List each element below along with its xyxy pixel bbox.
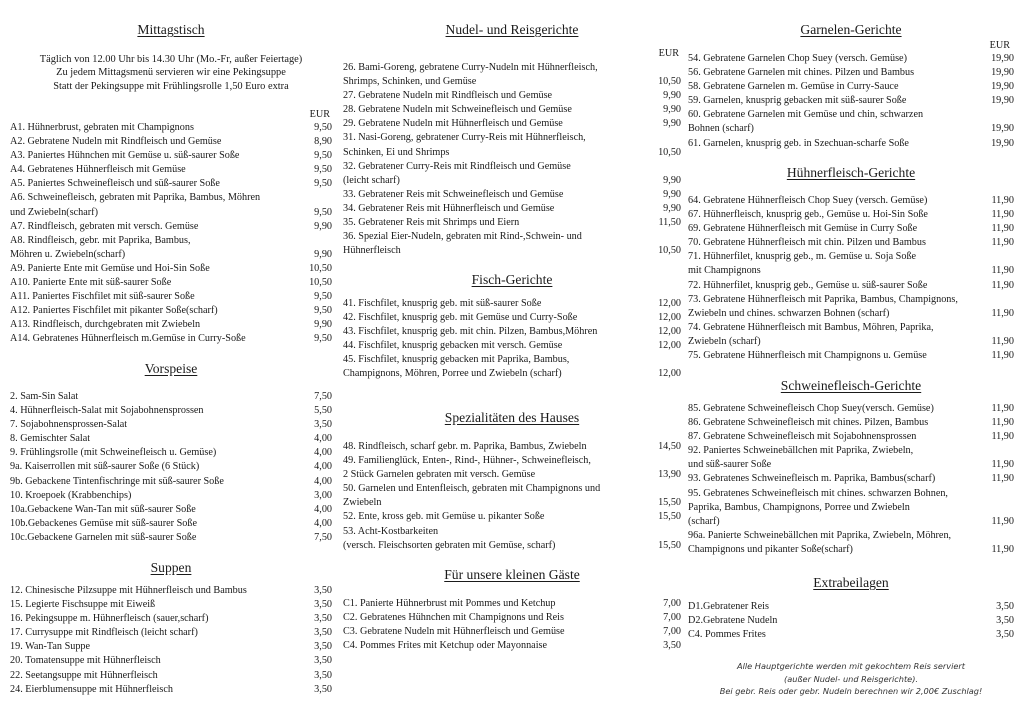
dish-price: 10,50 [309,262,332,274]
dish-price: 9,90 [314,319,332,331]
dish-price: 3,50 [996,629,1014,641]
dish-name: A6. Schweinefleisch, gebraten mit Paprika, Bambus, Möhren und Zwiebeln(scharf) [10,192,261,218]
dish-name: 10a.Gebackene Wan-Tan mit süß-saurer Soße [10,503,196,515]
dish-name: 95. Gebratenes Schweinefleisch mit chines. schwarzen Bohnen, Paprika, Bambus, Champignons, Porree und Zwiebeln (scharf) [688,487,948,527]
dish-price: 3,50 [314,641,332,653]
dish-price: 15,50 [658,497,681,509]
menu-item [10,432,332,446]
dish-name: 12. Chinesische Pilzsuppe mit Hühnerfleisch und Bambus [10,585,247,596]
section-heading-mittagstisch: Mittagstisch [137,22,205,37]
dish-name: 45. Fischfilet, knusprig gebacken mit Paprika, Bambus, Champignons, Möhren, Porree und Zwiebeln (scharf) [343,354,570,380]
dish-price: 14,50 [658,441,681,452]
menu-item [10,517,332,531]
dish-price: 4,00 [314,461,332,473]
dish-name: 36. Spezial Eier-Nudeln, gebraten mit Rind-,Schwein- und Hühnerfleisch [343,231,582,257]
menu-item [10,669,332,683]
dish-price: 9,50 [314,305,332,317]
dish-name: 53. Acht-Kostbarkeiten (versch. Fleischsorten gebraten mit Gemüse, scharf) [343,525,556,551]
dish-price: 10,50 [658,245,681,257]
menu-item [688,137,1014,151]
dish-price: 3,50 [314,585,332,596]
dish-name: C3. Gebratene Nudeln mit Hühnerfleisch und Gemüse [343,626,565,638]
dish-name: 92. Paniertes Schweinebällchen mit Paprika, Zwiebeln, und süß-saurer Soße [688,445,914,471]
spezialitaeten-list [343,440,681,553]
menu-item [10,683,332,697]
dish-price: 11,90 [991,307,1014,319]
dish-name: 28. Gebratene Nudeln mit Schweinefleisch und Gemüse [343,104,572,116]
currency-label: EUR [989,40,1010,51]
dish-name: 70. Gebratene Hühnerfleisch mit chin. Pilzen und Bambus [688,237,926,249]
dish-price: 9,50 [314,122,332,133]
vorspeise-list [10,390,332,545]
menu-item [10,262,332,276]
note-line: (außer Nudel- und Reisgerichte). [784,673,918,684]
dish-name: A13. Rindfleisch, durchgebraten mit Zwiebeln [10,319,201,331]
menu-item [688,250,1014,278]
dish-name: 48. Rindfleisch, scharf gebr. m. Paprika, Bambus, Zwiebeln [343,441,587,452]
dish-price: 9,90 [663,104,681,116]
dish-name: 9b. Gebackene Tintenfischringe mit süß-saurer Soße [10,475,224,487]
dish-name: 20. Tomatensuppe mit Hühnerfleisch [10,655,161,667]
huehnerfleisch-list [688,194,1014,363]
dish-price: 7,50 [314,391,332,402]
dish-price: 11,90 [991,350,1014,362]
dish-price: 19,90 [991,67,1014,79]
dish-price: 11,90 [991,543,1014,555]
dish-name: 42. Fischfilet, knusprig geb. mit Gemüse und Curry-Soße [343,312,578,324]
menu-item [688,628,1014,642]
menu-item [688,222,1014,236]
menu-item [10,475,332,489]
dish-name: 86. Gebratene Schweinefleisch mit chines. Pilzen, Bambus [688,417,929,429]
dish-name: 96a. Panierte Schweinebällchen mit Paprika, Zwiebeln, Möhren, Champignons und pikanter Soße(scharf) [688,529,952,555]
menu-item [688,80,1014,94]
menu-item [343,89,681,103]
dish-price: 7,00 [663,612,681,624]
dish-price: 3,50 [663,640,681,652]
dish-price: 11,90 [991,403,1014,414]
menu-item [343,188,681,202]
menu-item [343,216,681,230]
menu-item [10,446,332,460]
dish-name: D1.Gebratener Reis [688,601,769,612]
dish-price: 11,90 [991,223,1014,235]
dish-name: 52. Ente, kross geb. mit Gemüse u. pikanter Soße [343,511,545,523]
dish-price: 3,50 [314,683,332,695]
schweinefleisch-list [688,402,1014,557]
menu-item [10,584,332,598]
dish-name: 8. Gemischter Salat [10,433,91,445]
dish-price: 19,90 [991,123,1014,135]
dish-price: 9,50 [314,150,332,162]
menu-item [10,191,332,219]
dish-name: 60. Gebratene Garnelen mit Gemüse und chin, schwarzen Bohnen (scharf) [688,109,924,135]
dish-name: 75. Gebratene Hühnerfleisch mit Champignons u. Gemüse [688,350,927,362]
dish-name: C4. Pommes Frites mit Ketchup oder Mayonnaise [343,640,548,652]
kinder-list [343,597,681,653]
menu-item [688,349,1014,363]
menu-item [688,208,1014,222]
menu-item [688,108,1014,136]
menu-item [343,625,681,639]
dish-name: 4. Hühnerfleisch-Salat mit Sojabohnensprossen [10,405,204,417]
dish-price: 4,00 [314,503,332,515]
dish-name: 93. Gebratenes Schweinefleisch m. Paprika, Bambus(scharf) [688,473,936,485]
dish-name: 56. Gebratene Garnelen mit chines. Pilzen und Bambus [688,67,915,79]
dish-price: 11,90 [991,279,1014,291]
dish-price: 7,50 [314,531,332,543]
currency-label: EUR [309,109,330,120]
dish-name: D2.Gebratene Nudeln [688,615,778,627]
menu-item [343,131,681,159]
dish-price: 9,50 [314,291,332,303]
dish-name: 17. Currysuppe mit Rindfleisch (leicht scharf) [10,627,198,639]
fisch-list [343,297,681,382]
garnelen-list [688,52,1014,151]
dish-price: 4,00 [314,447,332,459]
dish-price: 13,90 [658,469,681,481]
dish-price: 3,50 [996,615,1014,627]
dish-price: 12,00 [658,326,681,338]
dish-name: 49. Familienglück, Enten-, Rind-, Hühner-, Schweinefleisch, 2 Stück Garnelen gebraten mit versch. Gemüse [343,455,591,481]
dish-name: 16. Pekingsuppe m. Hühnerfleisch (sauer,scharf) [10,613,209,625]
menu-item [10,220,332,234]
menu-item [10,149,332,163]
menu-item [688,293,1014,321]
dish-price: 3,50 [314,419,332,431]
dish-price: 9,90 [314,220,332,232]
dish-price: 10,50 [658,76,681,88]
dish-name: 59. Garnelen, knusprig gebacken mit süß-saurer Soße [688,95,907,107]
note-line: Alle Hauptgerichte werden mit gekochtem Reis serviert [737,661,965,671]
menu-item [10,332,332,346]
extrabeilagen-list [688,600,1014,642]
dish-name: 71. Hühnerfilet, knusprig geb., m. Gemüse u. Soja Soße mit Champignons [688,251,917,277]
menu-item [10,290,332,304]
dish-price: 12,00 [658,340,681,352]
menu-item [343,482,681,510]
dish-name: 41. Fischfilet, knusprig geb. mit süß-saurer Soße [343,298,542,309]
dish-price: 9,90 [663,174,681,186]
menu-item [10,404,332,418]
dish-name: A9. Panierte Ente mit Gemüse und Hoi-Sin Soße [10,262,210,274]
dish-price: 3,50 [314,669,332,681]
menu-item [343,160,681,188]
menu-item [343,353,681,381]
dish-price: 9,90 [663,202,681,214]
dish-name: 58. Gebratene Garnelen m. Gemüse in Curry-Sauce [688,81,899,93]
dish-price: 11,90 [991,515,1014,527]
menu-item [10,503,332,517]
menu-item [343,311,681,325]
dish-name: 29. Gebratene Nudeln mit Hühnerfleisch und Gemüse [343,118,563,130]
dish-name: C1. Panierte Hühnerbrust mit Pommes und Ketchup [343,598,556,609]
dish-name: 54. Gebratene Garnelen Chop Suey (versch. Gemüse) [688,53,907,64]
dish-name: 73. Gebratene Hühnerfleisch mit Paprika, Bambus, Champignons, Zwiebeln und chines. schwarzen Bohnen (scharf) [688,293,958,319]
menu-item [688,94,1014,108]
menu-item [10,640,332,654]
currency-label: EUR [658,48,679,59]
section-heading-nudel-reis: Nudel- und Reisgerichte [445,22,579,37]
dish-name: 31. Nasi-Goreng, gebratener Curry-Reis mit Hühnerfleisch, Schinken, Ei und Shrimps [343,132,586,158]
menu-item [10,234,332,262]
dish-name: A12. Paniertes Fischfilet mit pikanter Soße(scharf) [10,305,218,317]
dish-price: 11,90 [991,209,1014,221]
dish-price: 4,00 [314,517,332,529]
dish-name: 19. Wan-Tan Suppe [10,641,91,653]
intro-line: Statt der Pekingsuppe mit Frühlingsrolle 1,50 Euro extra [53,80,289,92]
dish-name: 7. Sojabohnensprossen-Salat [10,419,128,431]
dish-name: 24. Eierblumensuppe mit Hühnerfleisch [10,683,173,695]
nudel-reis-list [343,61,681,258]
dish-price: 5,50 [314,405,332,417]
menu-item [688,416,1014,430]
dish-name: 15. Legierte Fischsuppe mit Eiweiß [10,599,156,611]
menu-item [688,321,1014,349]
dish-name: 74. Gebratene Hühnerfleisch mit Bambus, Möhren, Paprika, Zwiebeln (scharf) [688,321,934,347]
menu-item [343,61,681,89]
dish-name: 50. Garnelen und Entenfleisch, gebraten mit Champignons und Zwiebeln [343,483,601,509]
dish-price: 3,50 [314,627,332,639]
dish-price: 9,50 [314,164,332,176]
menu-item [688,279,1014,293]
dish-name: 9. Frühlingsrolle (mit Schweinefleisch u. Gemüse) [10,447,217,459]
dish-name: 32. Gebratener Curry-Reis mit Rindfleisch und Gemüse (leicht scharf) [343,160,571,186]
dish-price: 11,50 [658,217,681,229]
dish-name: A11. Paniertes Fischfilet mit süß-saurer Soße [10,291,195,303]
menu-item [343,202,681,216]
dish-name: 10c.Gebackene Garnelen mit süß-saurer Soße [10,531,197,543]
menu-item [10,177,332,191]
dish-price: 11,90 [991,431,1014,443]
menu-item [688,402,1014,416]
dish-price: 9,90 [663,188,681,200]
mittagstisch-list [10,121,332,347]
dish-name: 64. Gebratene Hühnerfleisch Chop Suey (versch. Gemüse) [688,195,928,206]
dish-name: A10. Panierte Ente mit süß-saurer Soße [10,277,172,289]
menu-item [10,654,332,668]
dish-name: C2. Gebratenes Hühnchen mit Champignons und Reis [343,612,564,624]
menu-item [10,121,332,135]
dish-price: 19,90 [991,95,1014,107]
menu-item [688,52,1014,66]
menu-item [688,487,1014,529]
menu-item [10,489,332,503]
menu-item [343,611,681,625]
menu-item [688,194,1014,208]
section-heading-huehnerfleisch: Hühnerfleisch-Gerichte [786,165,916,180]
menu-item [10,390,332,404]
menu-item [343,339,681,353]
dish-price: 11,90 [991,265,1014,277]
dish-name: A2. Gebratene Nudeln mit Rindfleisch und Gemüse [10,136,222,148]
section-heading-fisch: Fisch-Gerichte [471,272,553,287]
menu-item [688,600,1014,614]
menu-item [343,103,681,117]
menu-item [343,117,681,131]
menu-item [343,454,681,482]
dish-name: 87. Gebratene Schweinefleisch mit Sojabohnensprossen [688,431,917,443]
menu-item [343,525,681,553]
section-heading-suppen: Suppen [150,560,192,575]
dish-price: 19,90 [991,53,1014,64]
section-heading-vorspeise: Vorspeise [144,361,198,376]
section-heading-schweinefleisch: Schweinefleisch-Gerichte [780,378,922,393]
dish-price: 7,00 [663,626,681,638]
dish-price: 3,50 [314,655,332,667]
section-heading-kinder: Für unsere kleinen Gäste [444,567,580,582]
menu-item [688,614,1014,628]
dish-name: 43. Fischfilet, knusprig geb. mit chin. Pilzen, Bambus,Möhren [343,326,598,338]
dish-price: 10,50 [658,146,681,158]
menu-item [10,531,332,545]
dish-name: A3. Paniertes Hühnchen mit Gemüse u. süß-saurer Soße [10,150,240,162]
menu-item [688,444,1014,472]
dish-name: 22. Seetangsuppe mit Hühnerfleisch [10,669,158,681]
note-line: Bei gebr. Reis oder gebr. Nudeln berechnen wir 2,00€ Zuschlag! [719,686,983,697]
dish-price: 15,50 [658,511,681,523]
suppen-list [10,584,332,697]
section-heading-spezialitaeten: Spezialitäten des Hauses [444,410,580,425]
menu-item [343,325,681,339]
dish-price: 9,90 [663,90,681,102]
dish-price: 11,90 [991,459,1014,471]
dish-price: 7,00 [663,598,681,609]
menu-item [688,236,1014,250]
section-heading-garnelen: Garnelen-Gerichte [800,22,902,37]
menu-item [688,66,1014,80]
intro-line: Täglich von 12.00 Uhr bis 14.30 Uhr (Mo.-Fr, außer Feiertage) [39,54,303,65]
dish-price: 19,90 [991,137,1014,149]
menu-item [688,529,1014,557]
menu-item [10,276,332,290]
dish-price: 11,90 [991,195,1014,206]
dish-name: A7. Rindfleisch, gebraten mit versch. Gemüse [10,220,199,232]
menu-item [10,598,332,612]
menu-item [10,460,332,474]
menu-item [343,639,681,653]
dish-price: 12,00 [658,368,681,380]
dish-name: 26. Bami-Goreng, gebratene Curry-Nudeln mit Hühnerfleisch, Shrimps, Schinken, und Gemüse [343,62,598,88]
dish-name: A5. Paniertes Schweinefleisch und süß-saurer Soße [10,178,220,190]
menu-item [688,472,1014,486]
dish-name: A8. Rindfleisch, gebr. mit Paprika, Bambus, Möhren u. Zwiebeln(scharf) [10,234,191,260]
dish-price: 12,00 [658,298,681,309]
dish-name: 72. Hühnerfilet, knusprig geb., Gemüse u. süß-saurer Soße [688,279,928,291]
menu-item [343,510,681,524]
dish-name: 10b.Gebackenes Gemüse mit süß-saurer Soße [10,517,198,529]
dish-name: 10. Kroepoek (Krabbenchips) [10,489,132,501]
dish-name: 27. Gebratene Nudeln mit Rindfleisch und Gemüse [343,90,553,102]
menu-item [688,430,1014,444]
menu-item [10,626,332,640]
dish-price: 11,90 [991,473,1014,485]
dish-name: 67. Hühnerfleisch, knusprig geb., Gemüse u. Hoi-Sin Soße [688,209,928,221]
dish-name: 44. Fischfilet, knusprig gebacken mit versch. Gemüse [343,340,563,352]
section-heading-extrabeilagen: Extrabeilagen [813,575,889,590]
dish-price: 4,00 [314,475,332,487]
dish-price: 11,90 [991,335,1014,347]
dish-name: 61. Garnelen, knusprig geb. in Szechuan-scharfe Soße [688,137,909,149]
menu-item [343,297,681,311]
dish-price: 3,50 [314,599,332,611]
dish-name: 69. Gebratene Hühnerfleisch mit Gemüse in Curry Soße [688,223,918,235]
dish-price: 11,90 [991,237,1014,249]
dish-price: 9,90 [314,248,332,260]
menu-item [10,612,332,626]
dish-price: 8,90 [314,136,332,148]
dish-name: 33. Gebratener Reis mit Schweinefleisch und Gemüse [343,188,564,200]
dish-price: 12,00 [658,312,681,324]
dish-name: C4. Pommes Frites [688,629,766,641]
dish-price: 3,50 [314,613,332,625]
dish-price: 9,90 [663,118,681,130]
menu-item [10,318,332,332]
dish-name: A4. Gebratenes Hühnerfleisch mit Gemüse [10,164,186,176]
dish-price: 3,00 [314,489,332,501]
dish-price: 15,50 [658,539,681,551]
dish-name: A1. Hühnerbrust, gebraten mit Champignons [10,122,194,133]
menu-item [10,418,332,432]
rice-note [688,660,1014,698]
dish-price: 9,50 [314,206,332,218]
mittagstisch-intro [10,53,332,93]
menu-item [10,304,332,318]
menu-item [343,597,681,611]
menu-item [10,135,332,149]
menu-item [343,440,681,454]
dish-name: 2. Sam-Sin Salat [10,391,79,402]
dish-name: A14. Gebratenes Hühnerfleisch m.Gemüse in Curry-Soße [10,333,246,345]
dish-name: 35. Gebratener Reis mit Shrimps und Eiern [343,217,520,229]
dish-price: 9,50 [314,178,332,190]
dish-price: 11,90 [991,417,1014,429]
intro-line: Zu jedem Mittagsmenü servieren wir eine Pekingsuppe [56,67,286,79]
dish-price: 3,50 [996,601,1014,612]
dish-price: 4,00 [314,433,332,445]
dish-price: 9,50 [314,333,332,345]
menu-item [10,163,332,177]
dish-name: 9a. Kaiserrollen mit süß-saurer Soße (6 Stück) [10,461,200,473]
dish-price: 10,50 [309,277,332,289]
dish-price: 19,90 [991,81,1014,93]
menu-item [343,230,681,258]
dish-name: 85. Gebratene Schweinefleisch Chop Suey(versch. Gemüse) [688,403,934,414]
dish-name: 34. Gebratener Reis mit Hühnerfleisch und Gemüse [343,202,555,214]
